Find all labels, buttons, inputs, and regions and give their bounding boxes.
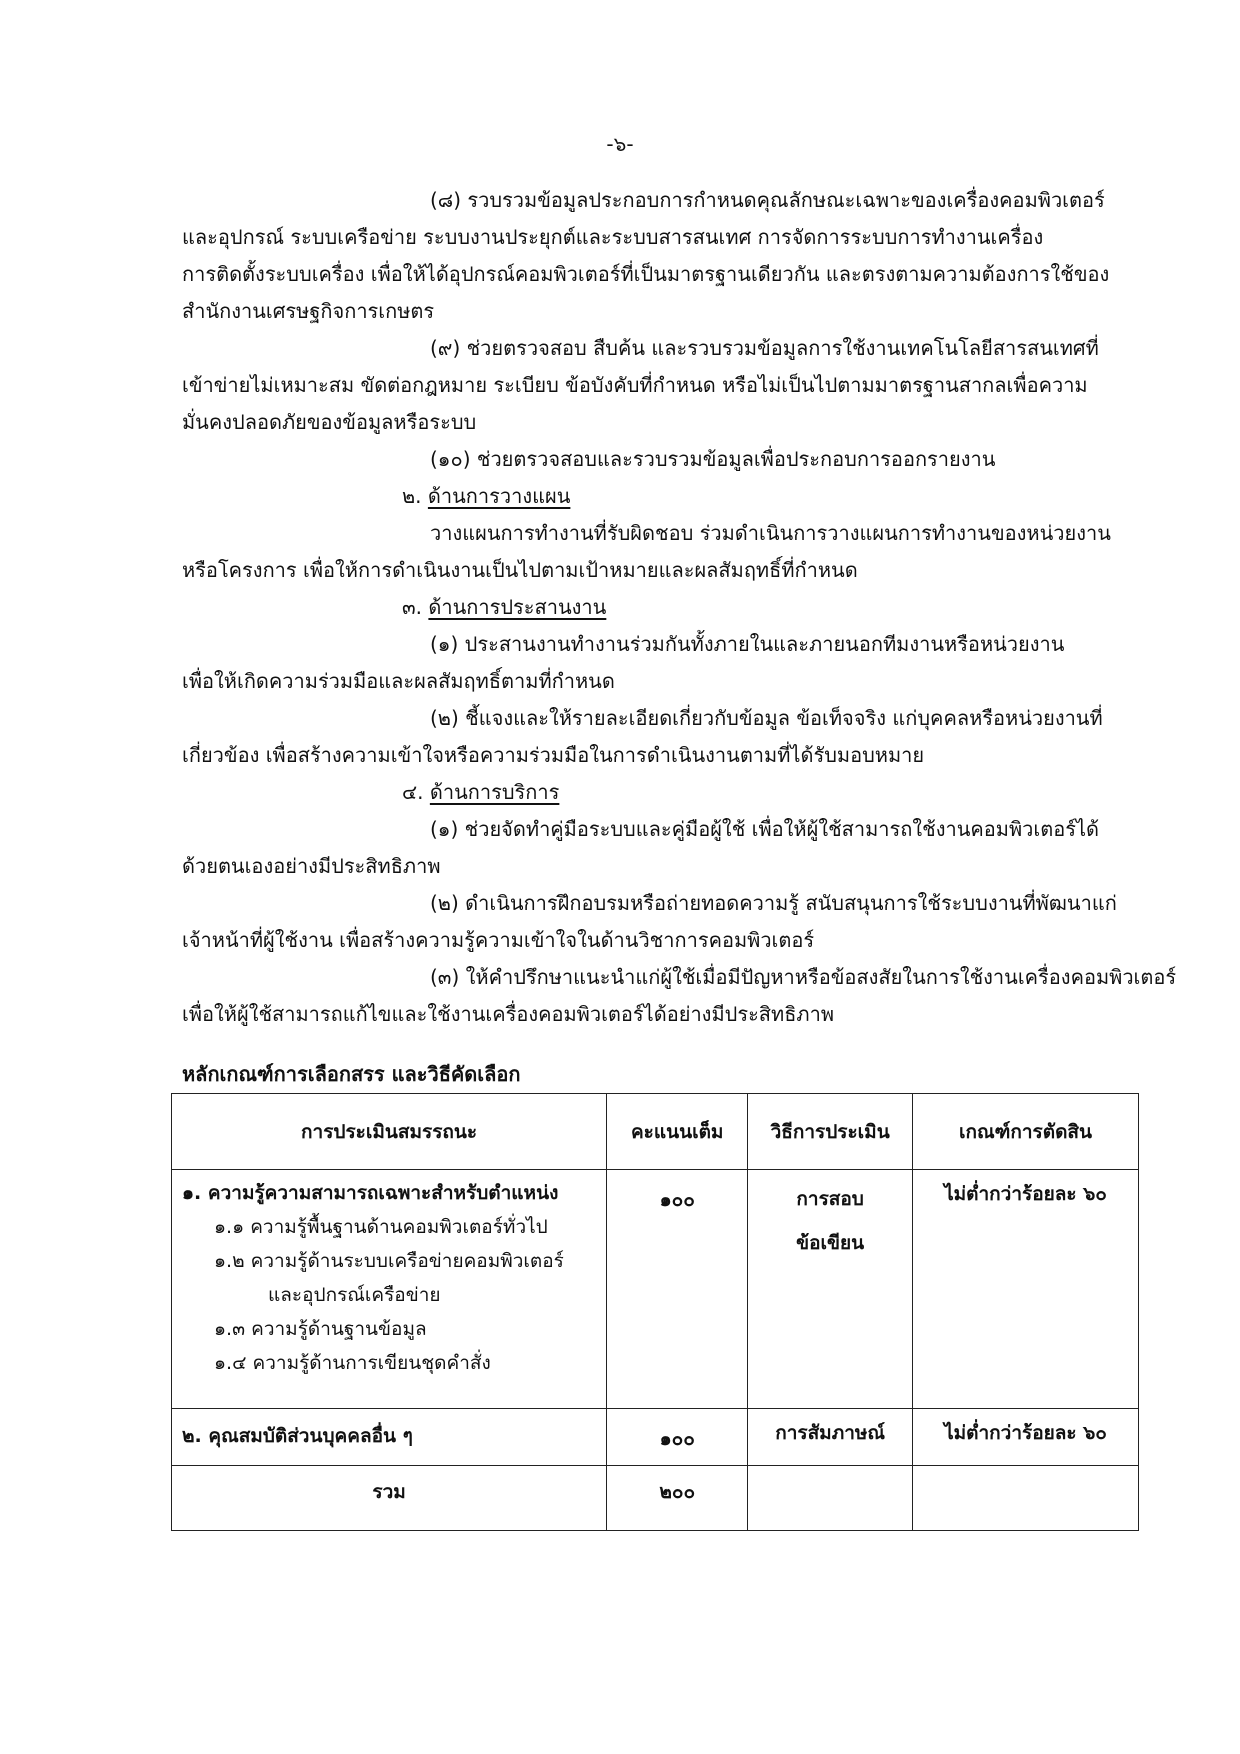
para-9-line-3: มั่นคงปลอดภัยของข้อมูลหรือระบบ xyxy=(182,410,477,434)
header-method: วิธีการประเมิน xyxy=(748,1094,913,1170)
row2-criterion: ไม่ต่ำกว่าร้อยละ ๖๐ xyxy=(944,1422,1107,1444)
row1-score: ๑๐๐ xyxy=(659,1189,695,1211)
table-row xyxy=(172,1466,1139,1531)
row1-criterion-cell xyxy=(913,1170,1139,1409)
row2-method: การสัมภาษณ์ xyxy=(775,1422,886,1444)
row1-sub2a: ๑.๒ ความรู้ด้านระบบเครือข่ายคอมพิวเตอร์ xyxy=(214,1250,564,1272)
coord-2-line-2: เกี่ยวข้อง เพื่อสร้างความเข้าใจหรือความร่วมมือในการดำเนินงานตามที่ได้รับมอบหมาย xyxy=(182,743,925,767)
service-2-line-2: เจ้าหน้าที่ผู้ใช้งาน เพื่อสร้างความรู้ความเข้าใจในด้านวิชาการคอมพิวเตอร์ xyxy=(182,928,815,952)
heading-planning xyxy=(182,478,1150,515)
heading-coordination xyxy=(182,589,1150,626)
header-criterion: เกณฑ์การตัดสิน xyxy=(913,1094,1139,1170)
row2-title: ๒. คุณสมบัติส่วนบุคคลอื่น ๆ xyxy=(182,1425,413,1447)
row2-method-cell xyxy=(748,1409,913,1466)
assessment-table xyxy=(171,1093,1139,1531)
body-text xyxy=(182,182,1177,1033)
header-full-score: คะแนนเต็ม xyxy=(607,1094,748,1170)
para-8-line-1: (๘) รวบรวมข้อมูลประกอบการกำหนดคุณลักษณะเฉพาะของเครื่องคอมพิวเตอร์ xyxy=(430,188,1105,212)
service-2-line-1: (๒) ดำเนินการฝึกอบรมหรือถ่ายทอดความรู้ สนับสนุนการใช้ระบบงานที่พัฒนาแก่ xyxy=(430,891,1117,915)
para-8-line-4: สำนักงานเศรษฐกิจการเกษตร xyxy=(182,299,435,323)
row1-method-b: ข้อเขียน xyxy=(796,1232,865,1254)
total-score: ๒๐๐ xyxy=(659,1481,696,1503)
table-header-row xyxy=(172,1094,1139,1170)
service-3-line-2: เพื่อให้ผู้ใช้สามารถแก้ไขและใช้งานเครื่องคอมพิวเตอร์ได้อย่างมีประสิทธิภาพ xyxy=(182,1002,835,1026)
row2-score-cell xyxy=(607,1409,748,1466)
total-score-cell xyxy=(607,1466,748,1531)
service-1-line-2: ด้วยตนเองอย่างมีประสิทธิภาพ xyxy=(182,854,441,878)
planning-line-2: หรือโครงการ เพื่อให้การดำเนินงานเป็นไปตามเป้าหมายและผลสัมฤทธิ์ที่กำหนด xyxy=(182,558,858,582)
row1-competency-cell xyxy=(172,1170,607,1409)
para-8-line-3: การติดตั้งระบบเครื่อง เพื่อให้ได้อุปกรณ์คอมพิวเตอร์ที่เป็นมาตรฐานเดียวกัน และตรงตามความต้องการใช้ของ xyxy=(182,262,1110,286)
row1-sub4: ๑.๔ ความรู้ด้านการเขียนชุดคำสั่ง xyxy=(214,1352,491,1374)
para-9-line-1: (๙) ช่วยตรวจสอบ สืบค้น และรวบรวมข้อมูลการใช้งานเทคโนโลยีสารสนเทศที่ xyxy=(430,336,1099,360)
row2-score: ๑๐๐ xyxy=(659,1428,695,1450)
row1-sub3: ๑.๓ ความรู้ด้านฐานข้อมูล xyxy=(214,1318,427,1340)
planning-line-1: วางแผนการทำงานที่รับผิดชอบ ร่วมดำเนินการวางแผนการทำงานของหน่วยงาน xyxy=(430,521,1111,545)
coord-1-line-2: เพื่อให้เกิดความร่วมมือและผลสัมฤทธิ์ตามที่กำหนด xyxy=(182,669,615,693)
heading-service-number: ๔. xyxy=(402,780,424,804)
para-9-line-2: เข้าข่ายไม่เหมาะสม ขัดต่อกฎหมาย ระเบียบ ข้อบังคับที่กำหนด หรือไม่เป็นไปตามมาตรฐานสากลเพื่อความ xyxy=(182,373,1088,397)
para-10-line-1: (๑๐) ช่วยตรวจสอบและรวบรวมข้อมูลเพื่อประกอบการออกรายงาน xyxy=(430,447,996,471)
row1-title: ๑. ความรู้ความสามารถเฉพาะสำหรับตำแหน่ง xyxy=(182,1182,559,1204)
service-1-line-1: (๑) ช่วยจัดทำคู่มือระบบและคู่มือผู้ใช้ เพื่อให้ผู้ใช้สามารถใช้งานคอมพิวเตอร์ได้ xyxy=(430,817,1099,841)
row2-competency-cell xyxy=(172,1409,607,1466)
table-row xyxy=(172,1170,1139,1409)
selection-criteria-title: หลักเกณฑ์การเลือกสรร และวิธีคัดเลือก xyxy=(182,1062,521,1086)
heading-coordination-text: ด้านการประสานงาน xyxy=(428,595,607,619)
total-label-cell xyxy=(172,1466,607,1531)
row1-method-cell xyxy=(748,1170,913,1409)
total-criterion-cell xyxy=(913,1466,1139,1531)
coord-1-line-1: (๑) ประสานงานทำงานร่วมกันทั้งภายในและภายนอกทีมงานหรือหน่วยงาน xyxy=(430,632,1065,656)
heading-planning-text: ด้านการวางแผน xyxy=(427,484,571,508)
total-label: รวม xyxy=(372,1481,406,1503)
header-competency: การประเมินสมรรถนะ xyxy=(172,1094,607,1170)
table-row xyxy=(172,1409,1139,1466)
row1-sub1: ๑.๑ ความรู้พื้นฐานด้านคอมพิวเตอร์ทั่วไป xyxy=(214,1216,548,1238)
page-number: -๖- xyxy=(606,132,634,156)
service-3-line-1: (๓) ให้คำปรึกษาแนะนำแก่ผู้ใช้เมื่อมีปัญหาหรือข้อสงสัยในการใช้งานเครื่องคอมพิวเตอร์ xyxy=(430,965,1177,989)
para-8-line-2: และอุปกรณ์ ระบบเครือข่าย ระบบงานประยุกต์และระบบสารสนเทศ การจัดการระบบการทำงานเครื่อง xyxy=(182,225,1044,249)
row2-criterion-cell xyxy=(913,1409,1139,1466)
heading-planning-number: ๒. xyxy=(402,484,422,508)
total-method-cell xyxy=(748,1466,913,1531)
heading-service xyxy=(182,774,1150,811)
row1-criterion: ไม่ต่ำกว่าร้อยละ ๖๐ xyxy=(944,1183,1107,1205)
coord-2-line-1: (๒) ชี้แจงและให้รายละเอียดเกี่ยวกับข้อมูล ข้อเท็จจริง แก่บุคคลหรือหน่วยงานที่ xyxy=(430,706,1103,730)
row1-method-a: การสอบ xyxy=(796,1188,864,1210)
row1-sub2b: และอุปกรณ์เครือข่าย xyxy=(268,1284,441,1306)
heading-coordination-number: ๓. xyxy=(402,595,423,619)
row1-score-cell xyxy=(607,1170,748,1409)
heading-service-text: ด้านการบริการ xyxy=(429,780,560,804)
